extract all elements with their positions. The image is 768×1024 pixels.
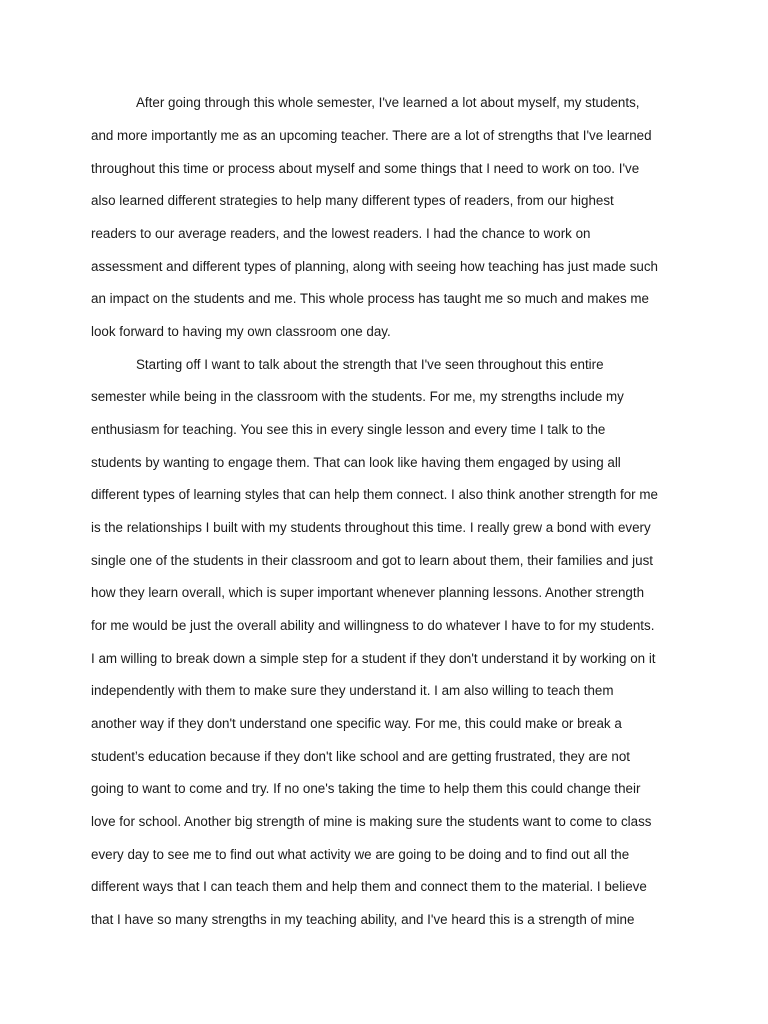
paragraph-1-line-7: an impact on the students and me. This whole process has taught me so much and makes me [91, 291, 649, 306]
paragraph-1-line-6: assessment and different types of planning, along with seeing how teaching has just made such [91, 259, 658, 274]
paragraph-2-line-2: semester while being in the classroom with the students. For me, my strengths include my [91, 389, 624, 404]
paragraph-2-line-18: that I have so many strengths in my teaching ability, and I've heard this is a strength of mine [91, 912, 635, 927]
paragraph-1-line-4: also learned different strategies to help many different types of readers, from our highest [91, 193, 614, 208]
paragraph-2-line-12: another way if they don't understand one specific way. For me, this could make or break a [91, 716, 622, 731]
paragraph-2-line-16: every day to see me to find out what activity we are going to be doing and to find out all the [91, 847, 630, 862]
paragraph-2-line-8: how they learn overall, which is super important whenever planning lessons. Another strength [91, 585, 645, 600]
paragraph-2-line-13: student’s education because if they don't like school and are getting frustrated, they are not [91, 749, 631, 764]
paragraph-2-line-14: going to want to come and try. If no one's taking the time to help them this could change their [91, 781, 641, 796]
paragraph-2-line-15: love for school. Another big strength of mine is making sure the students want to come to class [91, 814, 652, 829]
paragraph-2-line-5: different types of learning styles that can help them connect. I also think another strength for me [91, 487, 658, 502]
paragraph-2-line-11: independently with them to make sure they understand it. I am also willing to teach them [91, 683, 614, 698]
paragraph-1-line-3: throughout this time or process about myself and some things that I need to work on too. I've [91, 161, 640, 176]
paragraph-1-line-1: After going through this whole semester, I've learned a lot about myself, my students, [136, 95, 640, 110]
paragraph-1-line-2: and more importantly me as an upcoming teacher. There are a lot of strengths that I've learned [91, 128, 652, 143]
paragraph-2-line-7: single one of the students in their classroom and got to learn about them, their families and just [91, 553, 653, 568]
paragraph-2-line-4: students by wanting to engage them. That can look like having them engaged by using all [91, 455, 621, 470]
paragraph-2-line-6: is the relationships I built with my students throughout this time. I really grew a bond with every [91, 520, 651, 535]
paragraph-2-line-17: different ways that I can teach them and help them and connect them to the material. I believe [91, 879, 647, 894]
paragraph-2-line-3: enthusiasm for teaching. You see this in every single lesson and every time I talk to the [91, 422, 606, 437]
paragraph-1-line-5: readers to our average readers, and the lowest readers. I had the chance to work on [91, 226, 591, 241]
paragraph-2-line-1: Starting off I want to talk about the strength that I've seen throughout this entire [136, 357, 604, 372]
paragraph-1-line-8: look forward to having my own classroom one day. [91, 324, 391, 339]
paragraph-2-line-10: I am willing to break down a simple step for a student if they don't understand it by working on it [91, 651, 656, 666]
paragraph-2-line-9: for me would be just the overall ability and willingness to do whatever I have to for my students. [91, 618, 655, 633]
